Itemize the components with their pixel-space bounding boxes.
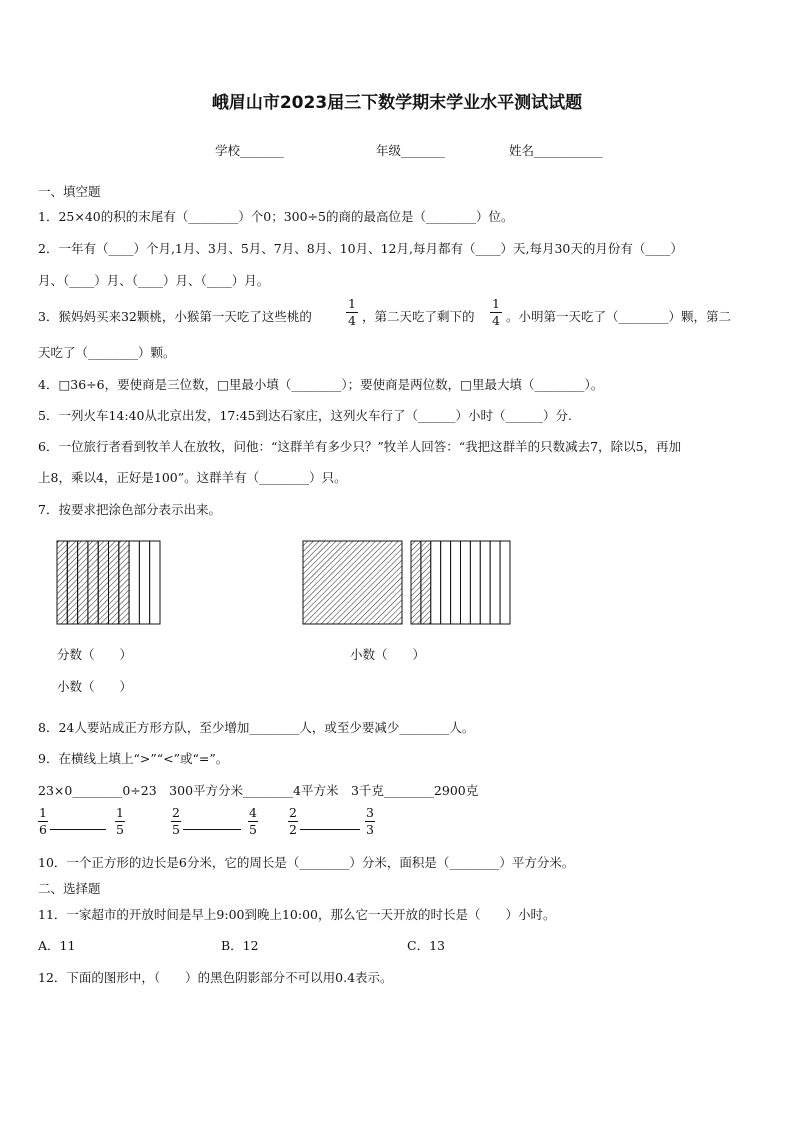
right-strip bbox=[500, 541, 510, 624]
left-strip bbox=[88, 541, 98, 624]
question-6-line-1: 6．一位旅行者看到牧羊人在放牧，问他：“这群羊有多少只？”牧羊人回答：“我把这群羊的只数减去7，除以5，再加 bbox=[38, 439, 682, 454]
question-7: 7．按要求把涂色部分表示出来。 bbox=[38, 502, 221, 517]
question-3-part-c: 。小明第一天吃了（________）颗，第二 bbox=[506, 309, 732, 324]
question-3-part-b: ，第二天吃了剩下的 bbox=[362, 309, 475, 324]
left-strip bbox=[57, 541, 67, 624]
left-strip bbox=[129, 541, 139, 624]
q9-answer-line[interactable] bbox=[50, 829, 106, 830]
q9-answer-line[interactable] bbox=[300, 829, 360, 830]
question-2-line-2: 月、（____）月、（____）月、（____）月。 bbox=[38, 273, 270, 288]
left-strip bbox=[109, 541, 119, 624]
q9-fraction: 1 6 bbox=[39, 805, 47, 837]
page-title: 峨眉山市2023届三下数学期末学业水平测试试题 bbox=[211, 93, 583, 113]
left-strip bbox=[78, 541, 88, 624]
name-field: 姓名___________ bbox=[509, 143, 603, 158]
right-strip bbox=[431, 541, 441, 624]
right-strip bbox=[490, 541, 500, 624]
q9-fraction: 4 5 bbox=[249, 805, 257, 837]
figure-right-strips bbox=[411, 541, 510, 624]
right-strip bbox=[441, 541, 451, 624]
q7-fraction-label: 分数（ ） bbox=[57, 647, 133, 662]
q9-fraction: 2 5 bbox=[172, 805, 180, 837]
question-9: 9．在横线上填上“>”“<”或“=”。 bbox=[38, 751, 229, 766]
question-10: 10．一个正方形的边长是6分米，它的周长是（________）分米，面积是（________）平方分米。 bbox=[38, 855, 575, 870]
question-3-part-a: 3．猴妈妈买来32颗桃，小猴第一天吃了这些桃的 bbox=[38, 309, 312, 324]
grade-field: 年级_______ bbox=[376, 143, 445, 158]
q9-answer-line[interactable] bbox=[183, 829, 241, 830]
question-3-line-2: 天吃了（________）颗。 bbox=[38, 345, 176, 360]
right-strip bbox=[461, 541, 471, 624]
right-strip bbox=[470, 541, 480, 624]
question-8: 8．24人要站成正方形方队，至少增加________人，或至少要减少________人。 bbox=[38, 720, 475, 735]
question-11: 11．一家超市的开放时间是早上9:00到晚上10:00，那么它一天开放的时长是（ ）小时。 bbox=[38, 907, 556, 922]
question-12: 12．下面的图形中，（ ）的黑色阴影部分不可以用0.4表示。 bbox=[38, 970, 393, 985]
left-strip bbox=[119, 541, 129, 624]
fraction-one-quarter: 1 4 bbox=[346, 297, 358, 328]
right-strip bbox=[451, 541, 461, 624]
question-1: 1．25×40的积的末尾有（________）个0；300÷5的商的最高位是（________）位。 bbox=[38, 209, 514, 224]
fraction-one-quarter-2: 1 4 bbox=[490, 297, 502, 328]
question-4: 4．□36÷6，要使商是三位数，□里最小填（________）；要使商是两位数，□里最大填（________）。 bbox=[38, 377, 604, 392]
question-9-line: 23×0________0÷23 300平方分米________4平方米 3千克________2900克 bbox=[38, 783, 479, 798]
figure-right-big-square bbox=[303, 541, 402, 624]
right-strip bbox=[411, 541, 421, 624]
left-strip bbox=[150, 541, 160, 624]
question-11-option-c: C．13 bbox=[407, 938, 445, 953]
section-heading-fill: 一、填空题 bbox=[38, 184, 101, 199]
right-strip bbox=[480, 541, 490, 624]
q9-fraction: 1 5 bbox=[116, 805, 124, 837]
question-5: 5．一列火车14:40从北京出发，17:45到达石家庄，这列火车行了（______）小时（______）分. bbox=[38, 408, 572, 423]
left-strip bbox=[139, 541, 149, 624]
right-strip bbox=[421, 541, 431, 624]
q9-fraction: 3 3 bbox=[366, 805, 374, 837]
left-strip bbox=[98, 541, 108, 624]
question-11-option-a: A．11 bbox=[38, 938, 76, 953]
q9-fraction: 2 2 bbox=[289, 805, 297, 837]
left-strip bbox=[67, 541, 77, 624]
school-field: 学校_______ bbox=[215, 143, 284, 158]
question-11-option-b: B．12 bbox=[221, 938, 259, 953]
section-heading-choice: 二、选择题 bbox=[38, 881, 101, 896]
q7-decimal-label-left: 小数（ ） bbox=[57, 679, 133, 694]
q7-decimal-label-right: 小数（ ） bbox=[350, 647, 426, 662]
figure-left-strips bbox=[57, 541, 160, 624]
question-6-line-2: 上8，乘以4，正好是100”。这群羊有（________）只。 bbox=[38, 470, 347, 485]
question-2-line-1: 2．一年有（____）个月,1月、3月、5月、7月、8月、10月、12月,每月都有（____）天,每月30天的月份有（____） bbox=[38, 241, 683, 256]
